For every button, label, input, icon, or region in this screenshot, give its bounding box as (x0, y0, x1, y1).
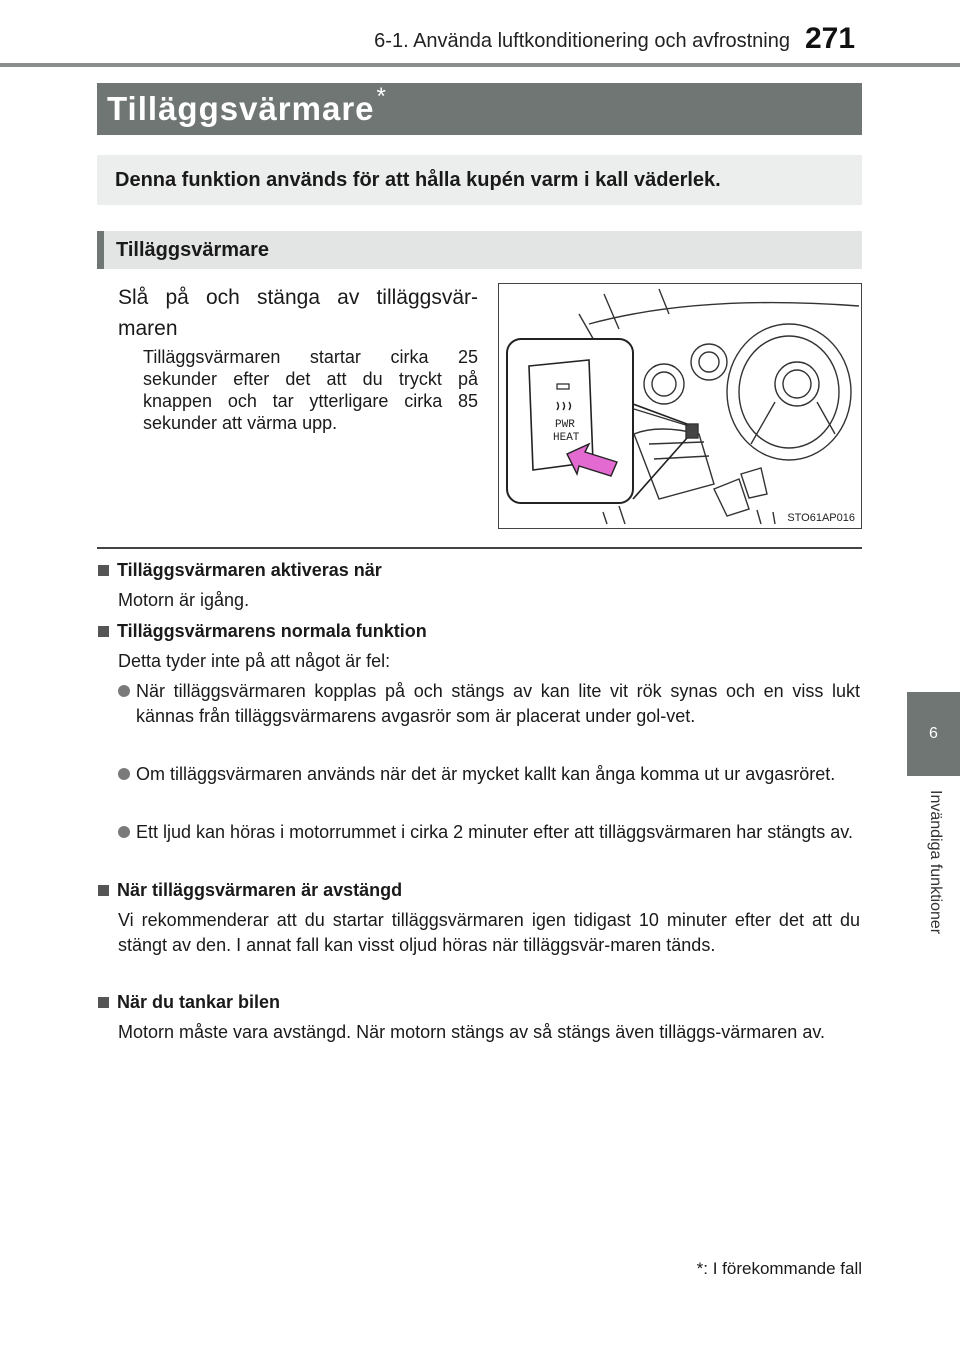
chapter-label: Invändiga funktioner (927, 790, 944, 935)
topic-body: Motorn är igång. (118, 590, 250, 610)
intro-box: Denna funktion används för att hålla kupén varm i kall väderlek. (97, 155, 862, 205)
round-bullet-icon (118, 768, 130, 780)
list-item-text: Ett ljud kan höras i motorrummet i cirka 2 minuter efter att tilläggsvärmaren har stängts av. (136, 822, 853, 842)
footnote: *: I förekommande fall (696, 1259, 862, 1278)
list-item-text: Om tilläggsvärmaren används när det är mycket kallt kan ånga komma ut ur avgasröret. (136, 764, 836, 784)
topic-body: Vi rekommenderar att du startar tilläggsvärmaren igen tidigast 10 minuter efter det att du stängt av den. I annat fall kan visst oljud höras när tilläggsvär-maren tänds. (118, 910, 860, 955)
topic-title: Tilläggsvärmaren aktiveras när (117, 560, 382, 580)
topic-turned-off (98, 878, 860, 958)
header-section-title: 6-1. Använda luftkonditionering och avfrostning (374, 30, 790, 52)
square-bullet-icon (98, 626, 109, 637)
page-title-text: Tilläggsvärmare (107, 90, 375, 127)
page-number: 271 (805, 22, 856, 55)
step-title: Slå på och stänga av tilläggsvär-maren (118, 286, 478, 340)
list-item-text: När tilläggsvärmaren kopplas på och stängs av kan lite vit rök synas och en viss lukt kännas från tilläggsvärmarens avgasrör som är placerat under gol-vet. (136, 681, 860, 726)
topic-title: Tilläggsvärmarens normala funktion (117, 621, 427, 641)
chapter-tab[interactable] (907, 692, 960, 776)
asterisk-mark: * (376, 83, 387, 110)
chapter-number: 6 (929, 725, 938, 742)
subheading: Tilläggsvärmare (97, 231, 862, 269)
topic-normal-function (98, 619, 860, 674)
dashboard-illustration (499, 284, 863, 530)
list-item (118, 679, 860, 729)
topic-body: Motorn måste vara avstängd. När motorn stängs av så stängs även tilläggs-värmaren av. (118, 1022, 825, 1042)
figure-code: STO61AP016 (787, 512, 855, 524)
topic-title: När tilläggsvärmaren är avstängd (117, 880, 403, 900)
step-body: Tilläggsvärmaren startar cirka 25 sekunder efter det att du tryckt på knappen och tar ytterligare cirka 85 sekunder att värma upp. (143, 347, 478, 433)
topic-refueling (98, 990, 860, 1045)
topic-activation (98, 558, 860, 613)
dashboard-figure (498, 283, 862, 529)
page-title (97, 83, 862, 135)
topic-title: När du tankar bilen (117, 992, 281, 1012)
list-item (118, 820, 860, 845)
round-bullet-icon (118, 685, 130, 697)
figure-button-label-1: PWR (555, 419, 575, 431)
square-bullet-icon (98, 885, 109, 896)
round-bullet-icon (118, 826, 130, 838)
figure-button-label-2: HEAT (553, 432, 580, 444)
header-rule (0, 63, 960, 67)
square-bullet-icon (98, 565, 109, 576)
square-bullet-icon (98, 997, 109, 1008)
section-rule (97, 547, 862, 549)
list-item (118, 762, 860, 787)
topic-body: Detta tyder inte på att något är fel: (118, 651, 391, 671)
